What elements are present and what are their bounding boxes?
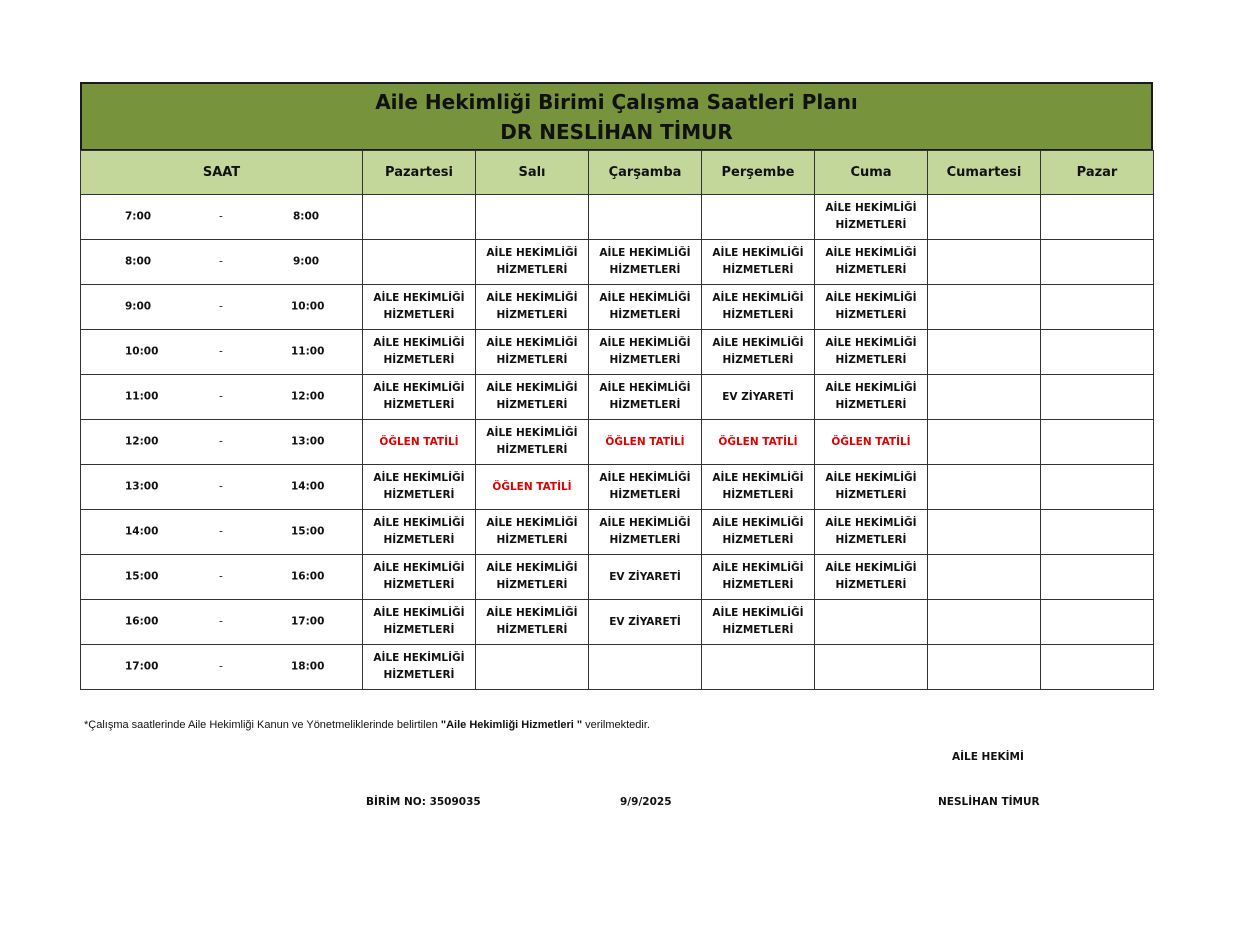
time-dash: - bbox=[219, 570, 223, 583]
service-cell bbox=[363, 645, 476, 690]
lunch-label: ÖĞLEN TATİLİ bbox=[605, 435, 685, 448]
service-cell bbox=[815, 330, 928, 375]
time-end: 10:00 bbox=[291, 300, 325, 313]
table-row bbox=[81, 195, 1154, 240]
header-day: Cumartesi bbox=[928, 151, 1041, 195]
empty-cell bbox=[928, 330, 1041, 375]
service-label-line2: HİZMETLERİ bbox=[835, 354, 907, 366]
service-label-line2: HİZMETLERİ bbox=[383, 624, 455, 636]
service-cell bbox=[589, 240, 702, 285]
service-label-line1: AİLE HEKİMLİĞİ bbox=[599, 337, 691, 349]
table-row bbox=[81, 420, 1154, 465]
empty-cell bbox=[589, 195, 702, 240]
service-label-line1: AİLE HEKİMLİĞİ bbox=[373, 562, 465, 574]
time-start: 8:00 bbox=[125, 255, 152, 268]
empty-cell bbox=[1041, 375, 1154, 420]
service-label-line2: HİZMETLERİ bbox=[722, 354, 794, 366]
time-end: 11:00 bbox=[291, 345, 325, 358]
time-cell bbox=[81, 465, 363, 510]
time-start: 7:00 bbox=[125, 210, 152, 223]
service-label-line1: AİLE HEKİMLİĞİ bbox=[825, 472, 917, 484]
service-label-line2: HİZMETLERİ bbox=[496, 579, 568, 591]
table-row bbox=[81, 555, 1154, 600]
service-label-line1: AİLE HEKİMLİĞİ bbox=[712, 472, 804, 484]
empty-cell bbox=[363, 195, 476, 240]
document-date: 9/9/2025 bbox=[620, 796, 672, 808]
service-label-line2: HİZMETLERİ bbox=[383, 489, 455, 501]
service-label-line1: AİLE HEKİMLİĞİ bbox=[599, 382, 691, 394]
service-label-line1: AİLE HEKİMLİĞİ bbox=[486, 607, 578, 619]
service-cell bbox=[476, 240, 589, 285]
service-label-line1: AİLE HEKİMLİĞİ bbox=[373, 292, 465, 304]
lunch-cell bbox=[702, 420, 815, 465]
lunch-label: ÖĞLEN TATİLİ bbox=[831, 435, 911, 448]
service-label-line1: AİLE HEKİMLİĞİ bbox=[599, 292, 691, 304]
empty-cell bbox=[928, 600, 1041, 645]
time-end: 8:00 bbox=[292, 210, 320, 223]
service-cell bbox=[363, 600, 476, 645]
service-label-line2: HİZMETLERİ bbox=[835, 399, 907, 411]
service-label-line2: HİZMETLERİ bbox=[496, 444, 568, 456]
service-label-line2: HİZMETLERİ bbox=[722, 624, 794, 636]
empty-cell bbox=[928, 195, 1041, 240]
empty-cell bbox=[1041, 465, 1154, 510]
time-start: 11:00 bbox=[125, 390, 159, 403]
service-cell bbox=[476, 330, 589, 375]
service-label-line1: AİLE HEKİMLİĞİ bbox=[486, 427, 578, 439]
time-start: 14:00 bbox=[125, 525, 159, 538]
service-cell bbox=[815, 555, 928, 600]
time-dash: - bbox=[219, 345, 223, 358]
time-start: 17:00 bbox=[125, 660, 159, 673]
footnote bbox=[84, 719, 650, 731]
empty-cell bbox=[1041, 420, 1154, 465]
table-row bbox=[81, 375, 1154, 420]
service-label-line1: AİLE HEKİMLİĞİ bbox=[712, 337, 804, 349]
service-label-line2: HİZMETLERİ bbox=[383, 579, 455, 591]
empty-cell bbox=[476, 195, 589, 240]
footnote-bold: "Aile Hekimliği Hizmetleri " bbox=[440, 719, 583, 731]
time-dash: - bbox=[219, 390, 223, 403]
header-day: Cuma bbox=[815, 151, 928, 195]
service-label-line2: HİZMETLERİ bbox=[496, 309, 568, 321]
home-visit-cell bbox=[589, 555, 702, 600]
service-cell bbox=[363, 375, 476, 420]
time-dash: - bbox=[219, 660, 223, 673]
empty-cell bbox=[1041, 510, 1154, 555]
service-label-line2: HİZMETLERİ bbox=[609, 534, 681, 546]
time-dash: - bbox=[219, 210, 223, 223]
service-cell bbox=[702, 600, 815, 645]
time-cell bbox=[81, 375, 363, 420]
time-end: 17:00 bbox=[291, 615, 325, 628]
service-label-line1: AİLE HEKİMLİĞİ bbox=[486, 247, 578, 259]
service-label-line2: HİZMETLERİ bbox=[609, 489, 681, 501]
header-day: Çarşamba bbox=[589, 151, 702, 195]
table-row bbox=[81, 465, 1154, 510]
lunch-cell bbox=[476, 465, 589, 510]
time-cell bbox=[81, 555, 363, 600]
empty-cell bbox=[1041, 330, 1154, 375]
empty-cell bbox=[1041, 600, 1154, 645]
unit-number: BİRİM NO: 3509035 bbox=[366, 796, 481, 808]
empty-cell bbox=[815, 645, 928, 690]
time-cell bbox=[81, 195, 363, 240]
time-cell bbox=[81, 420, 363, 465]
table-row bbox=[81, 285, 1154, 330]
service-cell bbox=[589, 375, 702, 420]
title-band bbox=[80, 82, 1153, 150]
header-day: Perşembe bbox=[702, 151, 815, 195]
time-dash: - bbox=[219, 480, 223, 493]
lunch-label: ÖĞLEN TATİLİ bbox=[718, 435, 798, 448]
service-label-line1: AİLE HEKİMLİĞİ bbox=[712, 517, 804, 529]
service-label-line2: HİZMETLERİ bbox=[383, 669, 455, 681]
service-label-line2: HİZMETLERİ bbox=[383, 354, 455, 366]
service-cell bbox=[702, 465, 815, 510]
service-cell bbox=[476, 375, 589, 420]
service-cell bbox=[702, 510, 815, 555]
service-cell bbox=[815, 195, 928, 240]
service-label-line1: AİLE HEKİMLİĞİ bbox=[825, 202, 917, 214]
service-cell bbox=[476, 285, 589, 330]
service-label-line1: AİLE HEKİMLİĞİ bbox=[712, 562, 804, 574]
service-label-line1: AİLE HEKİMLİĞİ bbox=[599, 472, 691, 484]
service-label-line2: HİZMETLERİ bbox=[496, 534, 568, 546]
service-label-line2: HİZMETLERİ bbox=[609, 354, 681, 366]
footnote-suffix: verilmektedir. bbox=[582, 719, 650, 731]
service-cell bbox=[363, 330, 476, 375]
service-label-line2: HİZMETLERİ bbox=[609, 309, 681, 321]
service-label-line1: AİLE HEKİMLİĞİ bbox=[373, 652, 465, 664]
empty-cell bbox=[1041, 285, 1154, 330]
service-label-line2: HİZMETLERİ bbox=[383, 534, 455, 546]
lunch-cell bbox=[815, 420, 928, 465]
service-cell bbox=[702, 555, 815, 600]
time-dash: - bbox=[219, 435, 223, 448]
empty-cell bbox=[928, 375, 1041, 420]
service-label-line2: HİZMETLERİ bbox=[496, 354, 568, 366]
signature-role: AİLE HEKİMİ bbox=[952, 751, 1024, 763]
service-label-line2: HİZMETLERİ bbox=[835, 219, 907, 231]
service-label-line1: AİLE HEKİMLİĞİ bbox=[712, 607, 804, 619]
service-label-line1: AİLE HEKİMLİĞİ bbox=[825, 292, 917, 304]
header-day: Pazartesi bbox=[363, 151, 476, 195]
time-dash: - bbox=[219, 525, 223, 538]
table-row bbox=[81, 330, 1154, 375]
table-row bbox=[81, 240, 1154, 285]
empty-cell bbox=[928, 465, 1041, 510]
service-cell bbox=[815, 375, 928, 420]
service-label-line2: HİZMETLERİ bbox=[609, 264, 681, 276]
service-label-line1: AİLE HEKİMLİĞİ bbox=[486, 382, 578, 394]
service-label-line2: HİZMETLERİ bbox=[835, 534, 907, 546]
service-label-line1: AİLE HEKİMLİĞİ bbox=[599, 517, 691, 529]
time-start: 9:00 bbox=[125, 300, 152, 313]
empty-cell bbox=[1041, 555, 1154, 600]
service-label-line2: HİZMETLERİ bbox=[722, 534, 794, 546]
service-cell bbox=[815, 285, 928, 330]
time-start: 10:00 bbox=[125, 345, 159, 358]
empty-cell bbox=[928, 240, 1041, 285]
empty-cell bbox=[1041, 645, 1154, 690]
schedule-sheet bbox=[80, 82, 1153, 690]
service-label-line2: HİZMETLERİ bbox=[383, 399, 455, 411]
service-label-line2: HİZMETLERİ bbox=[496, 399, 568, 411]
page-title: Aile Hekimliği Birimi Çalışma Saatleri Planı bbox=[375, 89, 858, 114]
empty-cell bbox=[476, 645, 589, 690]
table-row bbox=[81, 600, 1154, 645]
empty-cell bbox=[589, 645, 702, 690]
service-cell bbox=[815, 465, 928, 510]
service-label-line1: AİLE HEKİMLİĞİ bbox=[486, 562, 578, 574]
time-cell bbox=[81, 330, 363, 375]
service-label-line1: AİLE HEKİMLİĞİ bbox=[825, 382, 917, 394]
time-end: 13:00 bbox=[291, 435, 325, 448]
home-visit-label: EV ZİYARETİ bbox=[722, 390, 794, 403]
lunch-label: ÖĞLEN TATİLİ bbox=[379, 435, 459, 448]
table-row bbox=[81, 510, 1154, 555]
header-row bbox=[81, 151, 1154, 195]
service-label-line1: AİLE HEKİMLİĞİ bbox=[825, 562, 917, 574]
time-dash: - bbox=[219, 615, 223, 628]
service-label-line1: AİLE HEKİMLİĞİ bbox=[825, 247, 917, 259]
service-label-line1: AİLE HEKİMLİĞİ bbox=[825, 517, 917, 529]
time-end: 12:00 bbox=[291, 390, 325, 403]
service-cell bbox=[589, 330, 702, 375]
service-label-line1: AİLE HEKİMLİĞİ bbox=[373, 382, 465, 394]
time-cell bbox=[81, 240, 363, 285]
home-visit-cell bbox=[589, 600, 702, 645]
empty-cell bbox=[1041, 195, 1154, 240]
time-end: 16:00 bbox=[291, 570, 325, 583]
time-cell bbox=[81, 600, 363, 645]
service-cell bbox=[363, 510, 476, 555]
header-day: Pazar bbox=[1041, 151, 1154, 195]
service-label-line1: AİLE HEKİMLİĞİ bbox=[825, 337, 917, 349]
empty-cell bbox=[928, 645, 1041, 690]
empty-cell bbox=[928, 555, 1041, 600]
service-label-line2: HİZMETLERİ bbox=[496, 264, 568, 276]
time-dash: - bbox=[219, 300, 223, 313]
empty-cell bbox=[702, 195, 815, 240]
home-visit-cell bbox=[702, 375, 815, 420]
service-cell bbox=[363, 465, 476, 510]
service-label-line1: AİLE HEKİMLİĞİ bbox=[486, 292, 578, 304]
time-cell bbox=[81, 285, 363, 330]
service-label-line2: HİZMETLERİ bbox=[835, 309, 907, 321]
time-cell bbox=[81, 510, 363, 555]
service-label-line2: HİZMETLERİ bbox=[722, 309, 794, 321]
service-label-line2: HİZMETLERİ bbox=[835, 264, 907, 276]
service-cell bbox=[476, 600, 589, 645]
service-label-line2: HİZMETLERİ bbox=[835, 489, 907, 501]
service-label-line1: AİLE HEKİMLİĞİ bbox=[373, 607, 465, 619]
empty-cell bbox=[928, 420, 1041, 465]
service-label-line2: HİZMETLERİ bbox=[835, 579, 907, 591]
service-label-line2: HİZMETLERİ bbox=[722, 489, 794, 501]
home-visit-label: EV ZİYARETİ bbox=[609, 570, 681, 583]
schedule-body bbox=[81, 195, 1154, 690]
service-label-line1: AİLE HEKİMLİĞİ bbox=[712, 247, 804, 259]
service-label-line2: HİZMETLERİ bbox=[609, 399, 681, 411]
service-label-line2: HİZMETLERİ bbox=[722, 579, 794, 591]
time-cell bbox=[81, 645, 363, 690]
footnote-prefix: *Çalışma saatlerinde Aile Hekimliği Kanun ve Yönetmeliklerinde belirtilen bbox=[84, 719, 441, 731]
service-cell bbox=[815, 240, 928, 285]
header-day: Salı bbox=[476, 151, 589, 195]
doctor-title: DR NESLİHAN TİMUR bbox=[500, 119, 733, 144]
time-end: 18:00 bbox=[291, 660, 325, 673]
service-cell bbox=[476, 420, 589, 465]
time-end: 15:00 bbox=[291, 525, 325, 538]
service-label-line1: AİLE HEKİMLİĞİ bbox=[373, 472, 465, 484]
service-label-line2: HİZMETLERİ bbox=[383, 309, 455, 321]
service-cell bbox=[702, 330, 815, 375]
table-row bbox=[81, 645, 1154, 690]
lunch-cell bbox=[589, 420, 702, 465]
service-cell bbox=[589, 465, 702, 510]
service-cell bbox=[702, 240, 815, 285]
service-cell bbox=[363, 555, 476, 600]
service-label-line1: AİLE HEKİMLİĞİ bbox=[486, 337, 578, 349]
empty-cell bbox=[1041, 240, 1154, 285]
empty-cell bbox=[928, 510, 1041, 555]
time-end: 14:00 bbox=[291, 480, 325, 493]
service-cell bbox=[589, 510, 702, 555]
service-label-line1: AİLE HEKİMLİĞİ bbox=[599, 247, 691, 259]
service-cell bbox=[476, 555, 589, 600]
home-visit-label: EV ZİYARETİ bbox=[609, 615, 681, 628]
schedule-table bbox=[80, 150, 1154, 690]
service-label-line2: HİZMETLERİ bbox=[496, 624, 568, 636]
header-saat: SAAT bbox=[81, 151, 363, 195]
time-start: 15:00 bbox=[125, 570, 159, 583]
lunch-cell bbox=[363, 420, 476, 465]
service-cell bbox=[702, 285, 815, 330]
empty-cell bbox=[815, 600, 928, 645]
time-start: 16:00 bbox=[125, 615, 159, 628]
empty-cell bbox=[363, 240, 476, 285]
time-start: 13:00 bbox=[125, 480, 159, 493]
service-cell bbox=[815, 510, 928, 555]
signature-name: NESLİHAN TİMUR bbox=[938, 796, 1040, 808]
time-start: 12:00 bbox=[125, 435, 159, 448]
lunch-label: ÖĞLEN TATİLİ bbox=[492, 480, 572, 493]
service-label-line2: HİZMETLERİ bbox=[722, 264, 794, 276]
service-label-line1: AİLE HEKİMLİĞİ bbox=[486, 517, 578, 529]
service-label-line1: AİLE HEKİMLİĞİ bbox=[373, 517, 465, 529]
service-label-line1: AİLE HEKİMLİĞİ bbox=[712, 292, 804, 304]
empty-cell bbox=[702, 645, 815, 690]
service-label-line1: AİLE HEKİMLİĞİ bbox=[373, 337, 465, 349]
service-cell bbox=[476, 510, 589, 555]
time-end: 9:00 bbox=[292, 255, 320, 268]
service-cell bbox=[363, 285, 476, 330]
time-dash: - bbox=[219, 255, 223, 268]
service-cell bbox=[589, 285, 702, 330]
empty-cell bbox=[928, 285, 1041, 330]
